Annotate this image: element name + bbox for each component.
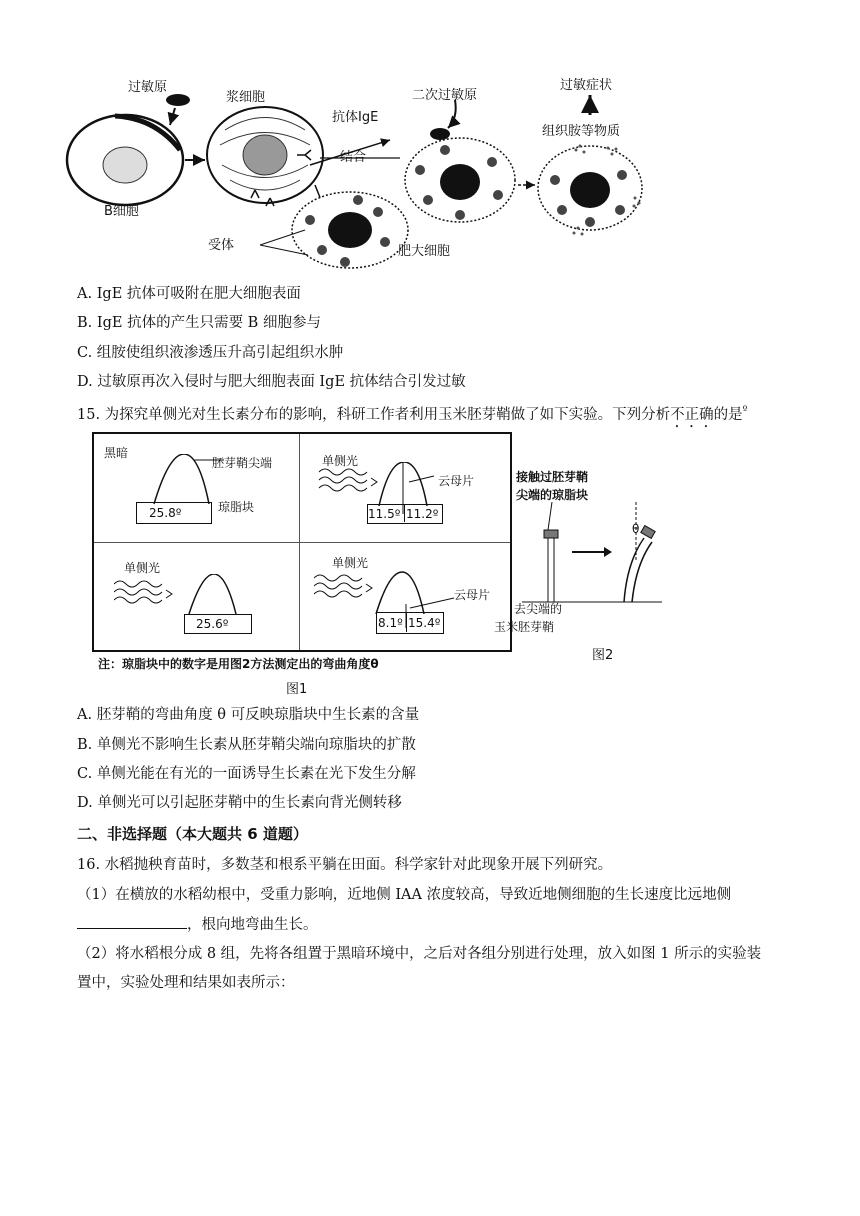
q15-option-d: D. 单侧光可以引起胚芽鞘中的生长素向背光侧转移 (77, 795, 402, 811)
fig2-label-block-1: 接触过胚芽鞘 (516, 470, 589, 484)
q15-stem-end: º (742, 405, 748, 416)
q16-part1-line1: （1）在横放的水稻幼根中，受重力影响，近地侧 IAA 浓度较高，导致近地侧细胞的生长速度比远地侧 (77, 887, 732, 903)
fig2-drawing (512, 502, 672, 612)
label-mast-cell: 肥大细胞 (398, 244, 451, 259)
fig2-caption: 图2 (592, 648, 614, 663)
label-histamine: 组织胺等物质 (542, 124, 621, 139)
fig1-panel1-title: 黑暗 (104, 446, 129, 460)
fig2-label-coleoptile-1: 去尖端的 (514, 602, 563, 616)
fig1-panel4-value-left: 8.1º (378, 616, 403, 630)
label-allergy-symptoms: 过敏症状 (560, 78, 613, 93)
label-plasma-cell: 浆细胞 (226, 90, 266, 105)
q14-option-d: D. 过敏原再次入侵时与肥大细胞表面 IgE 抗体结合引发过敏 (77, 374, 466, 390)
q14-option-c: C. 组胺使组织液渗透压升高引起组织水肿 (77, 345, 344, 361)
q15-stem-emphasis: 不正确 (670, 406, 714, 423)
fig1-panel2-value-right: 11.2º (406, 507, 439, 521)
q14-option-b: B. IgE 抗体的产生只需要 B 细胞参与 (77, 315, 321, 331)
label-allergen: 过敏原 (128, 80, 168, 95)
q15-option-c: C. 单侧光能在有光的一面诱导生长素在光下发生分解 (77, 766, 416, 782)
fig1-panel1-tip-label: 胚芽鞘尖端 (212, 456, 273, 470)
q15-stem-before: 15. 为探究单侧光对生长素分布的影响，科研工作者利用玉米胚芽鞘做了如下实验。下列分析 (77, 406, 671, 423)
label-antibody-ige: 抗体IgE (332, 110, 379, 125)
q14-option-a: A. IgE 抗体可吸附在肥大细胞表面 (77, 286, 301, 302)
fig1-panel2-mica-label: 云母片 (438, 474, 475, 488)
q16-part1-line2 (77, 914, 318, 935)
fig2-theta: θ (632, 522, 640, 536)
fig1-panel3-title: 单侧光 (124, 561, 161, 575)
figure2 (494, 468, 672, 668)
label-receptor: 受体 (208, 238, 235, 253)
fig1-panel4-value-right: 15.4º (408, 616, 441, 630)
label-bind: 结合 (340, 150, 367, 165)
fig1-panel2-value-left: 11.5º (368, 507, 401, 521)
q16-part2-line2: 置中，实验处理和结果如表所示： (77, 975, 295, 991)
label-b-cell: B细胞 (104, 204, 139, 219)
q15-option-a: A. 胚芽鞘的弯曲角度 θ 可反映琼脂块中生长素的含量 (77, 707, 420, 723)
label-secondary-allergen: 二次过敏原 (412, 88, 478, 103)
fig1-panel4-title: 单侧光 (332, 556, 369, 570)
q16-part2-line1: （2）将水稻根分成 8 组，先将各组置于黑暗环境中，之后对各组分别进行处理，放入如图 1 所示的实验装 (77, 946, 762, 962)
q16-intro: 16. 水稻抛秧育苗时，多数茎和根系平躺在田面。科学家针对此现象开展下列研究。 (77, 857, 613, 873)
fig1-panel4-mica-label: 云母片 (454, 588, 491, 602)
fig2-label-coleoptile-2: 玉米胚芽鞘 (494, 620, 555, 634)
allergy-diagram-drawing (60, 70, 720, 275)
q15-stem-after: 的是 (713, 406, 743, 423)
section2-heading: 二、非选择题（本大题共 6 道题） (77, 825, 308, 843)
figure1-frame (92, 432, 512, 652)
fig1-panel1-block-label: 琼脂块 (218, 500, 255, 514)
q16-part1-blank[interactable] (77, 914, 187, 929)
q15-option-b: B. 单侧光不影响生长素从胚芽鞘尖端向琼脂块的扩散 (77, 737, 416, 753)
fig1-panel3-value: 25.6º (196, 617, 229, 631)
fig1-panel1-value: 25.8º (149, 506, 182, 520)
fig1-note: 注：琼脂块中的数字是用图2方法测定出的弯曲角度θ (98, 657, 379, 671)
q16-part1-line2-text: ，根向地弯曲生长。 (187, 917, 318, 933)
fig2-label-block-2: 尖端的琼脂块 (516, 488, 589, 502)
fig1-panel2-title: 单侧光 (322, 454, 359, 468)
fig1-caption: 图1 (286, 682, 308, 697)
allergy-mechanism-figure (60, 70, 720, 275)
q15-stem (77, 401, 747, 431)
